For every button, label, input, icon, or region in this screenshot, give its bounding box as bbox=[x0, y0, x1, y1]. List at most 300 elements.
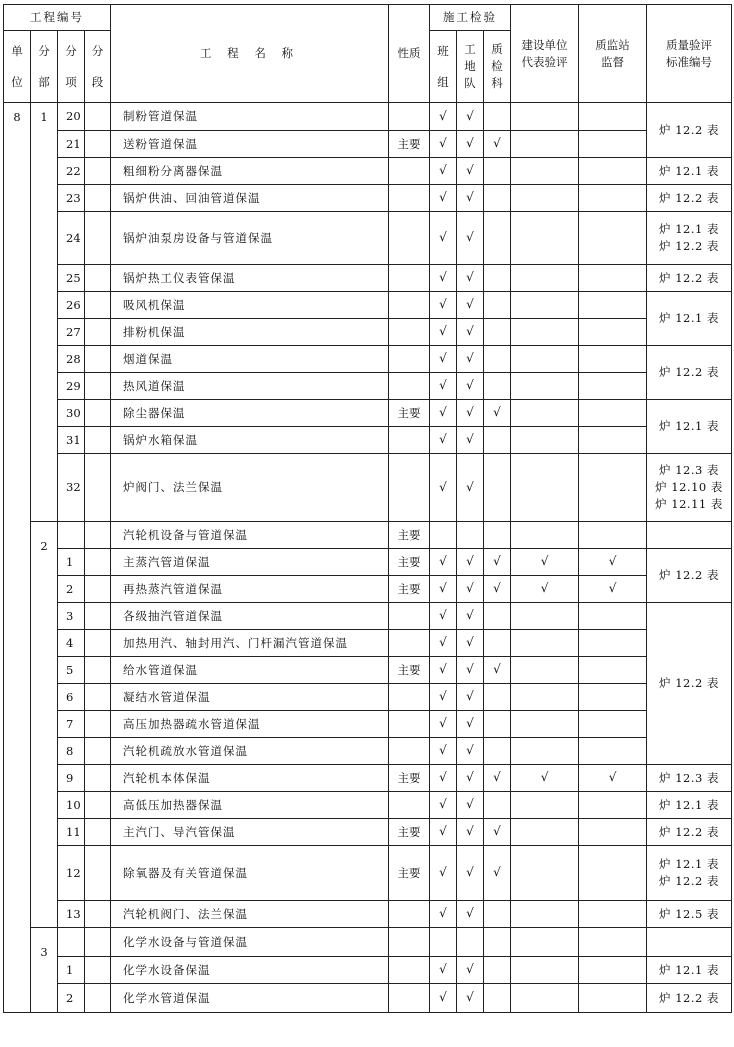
supervisor-check-cell bbox=[579, 400, 647, 427]
team-check-cell: √ bbox=[430, 765, 457, 792]
project-table bbox=[3, 4, 732, 1013]
standard-no-line: 炉 12.1 表 bbox=[659, 222, 719, 237]
site-team-header: 工 地 队 bbox=[457, 31, 484, 103]
item-cell: 10 bbox=[58, 792, 85, 819]
project-name-cell: 除尘器保温 bbox=[111, 400, 389, 427]
team-check-cell: √ bbox=[430, 957, 457, 984]
site-team-check-cell: √ bbox=[457, 212, 484, 265]
nature-cell: 主要 bbox=[389, 846, 430, 901]
item-cell: 2 bbox=[58, 984, 85, 1013]
site-team-check-cell: √ bbox=[457, 657, 484, 684]
qc-check-cell bbox=[484, 319, 511, 346]
table-row bbox=[4, 765, 732, 792]
qc-dept-header: 质 检 科 bbox=[484, 31, 511, 103]
owner-check-cell bbox=[511, 454, 579, 522]
supervisor-check-cell bbox=[579, 185, 647, 212]
supervisor-check-cell bbox=[579, 454, 647, 522]
table-row bbox=[4, 846, 732, 901]
item-cell: 22 bbox=[58, 158, 85, 185]
site-team-check-cell: √ bbox=[457, 400, 484, 427]
team-check-cell: √ bbox=[430, 158, 457, 185]
standard-no-line: 炉 12.2 表 bbox=[659, 824, 719, 839]
supervisor-check-cell bbox=[579, 846, 647, 901]
qc-check-cell bbox=[484, 711, 511, 738]
item-cell: 3 bbox=[58, 603, 85, 630]
table-row bbox=[4, 103, 732, 131]
owner-check-cell: √ bbox=[511, 576, 579, 603]
site-team-check-cell bbox=[457, 522, 484, 549]
unit-header: 单 位 bbox=[4, 31, 31, 103]
table-row bbox=[4, 684, 732, 711]
nature-cell bbox=[389, 103, 430, 131]
site-team-check-cell: √ bbox=[457, 901, 484, 928]
qc-check-cell bbox=[484, 212, 511, 265]
standard-no-cell bbox=[647, 522, 732, 549]
table-row bbox=[4, 657, 732, 684]
team-check-cell bbox=[430, 522, 457, 549]
supervisor-check-cell bbox=[579, 346, 647, 373]
nature-cell: 主要 bbox=[389, 400, 430, 427]
nature-cell: 主要 bbox=[389, 657, 430, 684]
nature-cell bbox=[389, 212, 430, 265]
item-cell: 30 bbox=[58, 400, 85, 427]
division-header: 分 部 bbox=[31, 31, 58, 103]
qc-check-cell bbox=[484, 738, 511, 765]
table-row bbox=[4, 158, 732, 185]
owner-check-cell bbox=[511, 957, 579, 984]
owner-check-cell bbox=[511, 265, 579, 292]
supervisor-check-cell: √ bbox=[579, 576, 647, 603]
table-row bbox=[4, 265, 732, 292]
nature-cell bbox=[389, 684, 430, 711]
section-cell bbox=[85, 212, 111, 265]
nature-header: 性质 bbox=[389, 5, 430, 103]
nature-cell: 主要 bbox=[389, 131, 430, 158]
site-team-check-cell: √ bbox=[457, 846, 484, 901]
project-name-cell: 加热用汽、轴封用汽、门杆漏汽管道保温 bbox=[111, 630, 389, 657]
project-name-cell: 炉阀门、法兰保温 bbox=[111, 454, 389, 522]
site-team-check-cell: √ bbox=[457, 265, 484, 292]
project-name-cell: 送粉管道保温 bbox=[111, 131, 389, 158]
section-cell bbox=[85, 957, 111, 984]
qc-check-cell bbox=[484, 158, 511, 185]
standard-no-cell bbox=[647, 400, 732, 454]
project-name-cell: 高低压加热器保温 bbox=[111, 792, 389, 819]
standard-no-cell bbox=[647, 292, 732, 346]
team-check-cell: √ bbox=[430, 319, 457, 346]
standard-no-cell bbox=[647, 765, 732, 792]
item-cell: 8 bbox=[58, 738, 85, 765]
section-cell bbox=[85, 738, 111, 765]
standard-no-line: 炉 12.3 表 bbox=[659, 770, 719, 785]
site-team-check-cell: √ bbox=[457, 454, 484, 522]
nature-cell: 主要 bbox=[389, 819, 430, 846]
project-name-cell: 粗细粉分离器保温 bbox=[111, 158, 389, 185]
standard-no-line: 炉 12.2 表 bbox=[659, 190, 719, 205]
table-row bbox=[4, 711, 732, 738]
item-cell: 20 bbox=[58, 103, 85, 131]
project-name-cell: 锅炉水箱保温 bbox=[111, 427, 389, 454]
table-row bbox=[4, 292, 732, 319]
item-cell: 6 bbox=[58, 684, 85, 711]
project-name-cell: 热风道保温 bbox=[111, 373, 389, 400]
qc-check-cell bbox=[484, 928, 511, 957]
owner-check-cell bbox=[511, 984, 579, 1013]
standard-no-cell bbox=[647, 957, 732, 984]
nature-cell bbox=[389, 792, 430, 819]
table-row bbox=[4, 738, 732, 765]
supervisor-check-cell bbox=[579, 928, 647, 957]
nature-cell bbox=[389, 292, 430, 319]
item-cell: 2 bbox=[58, 576, 85, 603]
project-name-cell: 汽轮机疏放水管道保温 bbox=[111, 738, 389, 765]
qc-check-cell bbox=[484, 630, 511, 657]
project-name-cell: 锅炉热工仪表管保温 bbox=[111, 265, 389, 292]
qc-check-cell: √ bbox=[484, 657, 511, 684]
supervisor-check-cell bbox=[579, 630, 647, 657]
standard-no-cell bbox=[647, 103, 732, 158]
supervisor-check-cell bbox=[579, 603, 647, 630]
section-cell bbox=[85, 684, 111, 711]
section-header: 分 段 bbox=[85, 31, 111, 103]
qc-check-cell bbox=[484, 957, 511, 984]
standard-no-cell bbox=[647, 846, 732, 901]
owner-check-cell bbox=[511, 684, 579, 711]
owner-check-cell: √ bbox=[511, 765, 579, 792]
team-check-cell: √ bbox=[430, 657, 457, 684]
item-cell: 9 bbox=[58, 765, 85, 792]
owner-check-cell bbox=[511, 103, 579, 131]
site-team-check-cell: √ bbox=[457, 319, 484, 346]
item-cell: 27 bbox=[58, 319, 85, 346]
owner-check-cell bbox=[511, 373, 579, 400]
nature-cell bbox=[389, 738, 430, 765]
team-check-cell: √ bbox=[430, 846, 457, 901]
section-cell bbox=[85, 319, 111, 346]
table-row bbox=[4, 549, 732, 576]
supervisor-check-cell bbox=[579, 711, 647, 738]
nature-cell bbox=[389, 711, 430, 738]
nature-cell bbox=[389, 957, 430, 984]
owner-check-cell bbox=[511, 630, 579, 657]
qc-check-cell bbox=[484, 454, 511, 522]
section-cell bbox=[85, 603, 111, 630]
qc-check-cell bbox=[484, 522, 511, 549]
table-row bbox=[4, 427, 732, 454]
section-cell bbox=[85, 346, 111, 373]
nature-cell bbox=[389, 265, 430, 292]
standard-no-line: 炉 12.1 表 bbox=[659, 857, 719, 872]
item-cell: 1 bbox=[58, 957, 85, 984]
owner-check-cell bbox=[511, 792, 579, 819]
table-row bbox=[4, 185, 732, 212]
item-cell: 1 bbox=[58, 549, 85, 576]
supervisor-check-cell bbox=[579, 819, 647, 846]
supervisor-check-cell bbox=[579, 684, 647, 711]
owner-check-cell bbox=[511, 427, 579, 454]
nature-cell bbox=[389, 427, 430, 454]
supervisor-check-cell bbox=[579, 265, 647, 292]
item-cell: 11 bbox=[58, 819, 85, 846]
table-row bbox=[4, 576, 732, 603]
standard-no-cell bbox=[647, 346, 732, 400]
owner-check-cell bbox=[511, 158, 579, 185]
qc-check-cell: √ bbox=[484, 549, 511, 576]
nature-cell bbox=[389, 630, 430, 657]
standard-no-line: 炉 12.1 表 bbox=[659, 163, 719, 178]
site-team-check-cell: √ bbox=[457, 819, 484, 846]
team-check-cell: √ bbox=[430, 984, 457, 1013]
project-name-cell: 制粉管道保温 bbox=[111, 103, 389, 131]
section-cell bbox=[85, 549, 111, 576]
owner-check-cell bbox=[511, 185, 579, 212]
nature-cell bbox=[389, 185, 430, 212]
section-cell bbox=[85, 846, 111, 901]
standard-no-line: 炉 12.1 表 bbox=[659, 311, 719, 326]
qc-check-cell bbox=[484, 792, 511, 819]
item-cell: 28 bbox=[58, 346, 85, 373]
table-row bbox=[4, 373, 732, 400]
site-team-check-cell: √ bbox=[457, 630, 484, 657]
section-cell bbox=[85, 522, 111, 549]
standard-no-header: 质量验评 标准编号 bbox=[647, 5, 732, 103]
owner-check-cell bbox=[511, 901, 579, 928]
table-row bbox=[4, 131, 732, 158]
standard-no-line: 炉 12.2 表 bbox=[659, 122, 719, 137]
table-row bbox=[4, 522, 732, 549]
team-check-cell: √ bbox=[430, 630, 457, 657]
nature-cell bbox=[389, 319, 430, 346]
supervisor-check-cell bbox=[579, 427, 647, 454]
qc-check-cell: √ bbox=[484, 400, 511, 427]
qc-check-cell bbox=[484, 603, 511, 630]
project-name-cell: 吸风机保温 bbox=[111, 292, 389, 319]
site-team-check-cell: √ bbox=[457, 984, 484, 1013]
qc-check-cell bbox=[484, 373, 511, 400]
item-cell: 24 bbox=[58, 212, 85, 265]
construction-check-header: 施工检验 bbox=[430, 5, 511, 31]
item-cell: 7 bbox=[58, 711, 85, 738]
project-name-cell: 烟道保温 bbox=[111, 346, 389, 373]
team-check-cell: √ bbox=[430, 684, 457, 711]
section-cell bbox=[85, 131, 111, 158]
team-check-cell: √ bbox=[430, 901, 457, 928]
qc-check-cell bbox=[484, 984, 511, 1013]
team-check-cell: √ bbox=[430, 400, 457, 427]
team-check-cell: √ bbox=[430, 103, 457, 131]
project-name-cell: 各级抽汽管道保温 bbox=[111, 603, 389, 630]
table-row bbox=[4, 319, 732, 346]
item-cell: 25 bbox=[58, 265, 85, 292]
project-name-cell: 再热蒸汽管道保温 bbox=[111, 576, 389, 603]
owner-rep-header: 建设单位 代表验评 bbox=[511, 5, 579, 103]
supervisor-check-cell bbox=[579, 319, 647, 346]
project-name-header: 工 程 名 称 bbox=[111, 5, 389, 103]
standard-no-cell bbox=[647, 901, 732, 928]
nature-cell bbox=[389, 158, 430, 185]
table-row bbox=[4, 400, 732, 427]
standard-no-line: 炉 12.1 表 bbox=[659, 962, 719, 977]
owner-check-cell bbox=[511, 346, 579, 373]
project-name-cell: 主蒸汽管道保温 bbox=[111, 549, 389, 576]
supervisor-check-cell: √ bbox=[579, 765, 647, 792]
qc-check-cell bbox=[484, 265, 511, 292]
supervisor-check-cell bbox=[579, 158, 647, 185]
project-name-cell: 化学水设备与管道保温 bbox=[111, 928, 389, 957]
standard-no-line: 炉 12.2 表 bbox=[659, 568, 719, 583]
project-name-cell: 除氧器及有关管道保温 bbox=[111, 846, 389, 901]
standard-no-line: 炉 12.11 表 bbox=[655, 496, 723, 511]
section-cell bbox=[85, 427, 111, 454]
item-header: 分 项 bbox=[58, 31, 85, 103]
nature-cell: 主要 bbox=[389, 576, 430, 603]
item-cell: 32 bbox=[58, 454, 85, 522]
team-check-cell: √ bbox=[430, 819, 457, 846]
supervisor-check-cell bbox=[579, 792, 647, 819]
project-name-cell: 高压加热器疏水管道保温 bbox=[111, 711, 389, 738]
supervisor-check-cell bbox=[579, 131, 647, 158]
section-cell bbox=[85, 454, 111, 522]
supervisor-check-cell bbox=[579, 522, 647, 549]
site-team-check-cell bbox=[457, 928, 484, 957]
team-check-cell: √ bbox=[430, 292, 457, 319]
qc-check-cell bbox=[484, 185, 511, 212]
section-cell bbox=[85, 984, 111, 1013]
item-cell: 12 bbox=[58, 846, 85, 901]
section-cell bbox=[85, 901, 111, 928]
item-cell bbox=[58, 522, 85, 549]
owner-check-cell bbox=[511, 212, 579, 265]
supervisor-check-cell: √ bbox=[579, 549, 647, 576]
standard-no-cell bbox=[647, 928, 732, 957]
project-name-cell: 锅炉油泵房设备与管道保温 bbox=[111, 212, 389, 265]
owner-check-cell bbox=[511, 738, 579, 765]
section-cell bbox=[85, 765, 111, 792]
item-cell: 21 bbox=[58, 131, 85, 158]
table-row bbox=[4, 901, 732, 928]
item-cell: 23 bbox=[58, 185, 85, 212]
section-cell bbox=[85, 711, 111, 738]
division-cell: 2 bbox=[31, 522, 58, 928]
team-check-cell: √ bbox=[430, 185, 457, 212]
table-row bbox=[4, 928, 732, 957]
nature-cell bbox=[389, 928, 430, 957]
division-cell: 1 bbox=[31, 103, 58, 522]
supervisor-check-cell bbox=[579, 738, 647, 765]
site-team-check-cell: √ bbox=[457, 957, 484, 984]
team-check-cell: √ bbox=[430, 711, 457, 738]
project-name-cell: 锅炉供油、回油管道保温 bbox=[111, 185, 389, 212]
section-cell bbox=[85, 158, 111, 185]
standard-no-cell bbox=[647, 212, 732, 265]
team-check-cell: √ bbox=[430, 373, 457, 400]
owner-check-cell bbox=[511, 846, 579, 901]
site-team-check-cell: √ bbox=[457, 292, 484, 319]
qc-check-cell bbox=[484, 292, 511, 319]
site-team-check-cell: √ bbox=[457, 765, 484, 792]
qc-check-cell bbox=[484, 427, 511, 454]
standard-no-line: 炉 12.2 表 bbox=[659, 874, 719, 888]
site-team-check-cell: √ bbox=[457, 373, 484, 400]
table-row bbox=[4, 957, 732, 984]
nature-cell bbox=[389, 603, 430, 630]
qc-check-cell bbox=[484, 901, 511, 928]
section-cell bbox=[85, 292, 111, 319]
nature-cell bbox=[389, 373, 430, 400]
standard-no-cell bbox=[647, 819, 732, 846]
site-team-check-cell: √ bbox=[457, 158, 484, 185]
team-check-cell: √ bbox=[430, 576, 457, 603]
section-cell bbox=[85, 819, 111, 846]
standard-no-cell bbox=[647, 603, 732, 765]
site-team-check-cell: √ bbox=[457, 576, 484, 603]
qc-check-cell bbox=[484, 346, 511, 373]
owner-check-cell: √ bbox=[511, 549, 579, 576]
qc-check-cell bbox=[484, 103, 511, 131]
owner-check-cell bbox=[511, 603, 579, 630]
owner-check-cell bbox=[511, 319, 579, 346]
qc-check-cell bbox=[484, 684, 511, 711]
supervisor-check-cell bbox=[579, 373, 647, 400]
standard-no-line: 炉 12.2 表 bbox=[659, 270, 719, 285]
owner-check-cell bbox=[511, 657, 579, 684]
section-cell bbox=[85, 265, 111, 292]
standard-no-cell bbox=[647, 549, 732, 603]
standard-no-cell bbox=[647, 185, 732, 212]
section-cell bbox=[85, 185, 111, 212]
site-team-check-cell: √ bbox=[457, 103, 484, 131]
standard-no-line: 炉 12.5 表 bbox=[659, 906, 719, 921]
project-name-cell: 汽轮机设备与管道保温 bbox=[111, 522, 389, 549]
team-check-cell: √ bbox=[430, 738, 457, 765]
standard-no-cell bbox=[647, 792, 732, 819]
nature-cell: 主要 bbox=[389, 765, 430, 792]
standard-no-cell bbox=[647, 984, 732, 1013]
team-check-cell: √ bbox=[430, 427, 457, 454]
standard-no-line: 炉 12.10 表 bbox=[655, 480, 723, 495]
project-name-cell: 化学水管道保温 bbox=[111, 984, 389, 1013]
standard-no-line: 炉 12.1 表 bbox=[659, 419, 719, 434]
owner-check-cell bbox=[511, 711, 579, 738]
site-team-check-cell: √ bbox=[457, 131, 484, 158]
supervisor-check-cell bbox=[579, 212, 647, 265]
standard-no-cell bbox=[647, 454, 732, 522]
nature-cell bbox=[389, 346, 430, 373]
standard-no-line: 炉 12.2 表 bbox=[659, 990, 719, 1005]
supervisor-check-cell bbox=[579, 901, 647, 928]
owner-check-cell bbox=[511, 131, 579, 158]
nature-cell bbox=[389, 454, 430, 522]
section-cell bbox=[85, 103, 111, 131]
standard-no-line: 炉 12.2 表 bbox=[659, 365, 719, 380]
table-row bbox=[4, 346, 732, 373]
qc-check-cell: √ bbox=[484, 576, 511, 603]
standard-no-line: 炉 12.2 表 bbox=[659, 676, 719, 691]
section-cell bbox=[85, 928, 111, 957]
standard-no-cell bbox=[647, 265, 732, 292]
site-team-check-cell: √ bbox=[457, 711, 484, 738]
standard-no-line: 炉 12.1 表 bbox=[659, 797, 719, 812]
team-check-cell: √ bbox=[430, 792, 457, 819]
supervisor-header: 质监站 监督 bbox=[579, 5, 647, 103]
site-team-check-cell: √ bbox=[457, 427, 484, 454]
qc-check-cell: √ bbox=[484, 131, 511, 158]
table-row bbox=[4, 454, 732, 522]
site-team-check-cell: √ bbox=[457, 185, 484, 212]
item-cell: 29 bbox=[58, 373, 85, 400]
site-team-check-cell: √ bbox=[457, 684, 484, 711]
qc-check-cell: √ bbox=[484, 819, 511, 846]
